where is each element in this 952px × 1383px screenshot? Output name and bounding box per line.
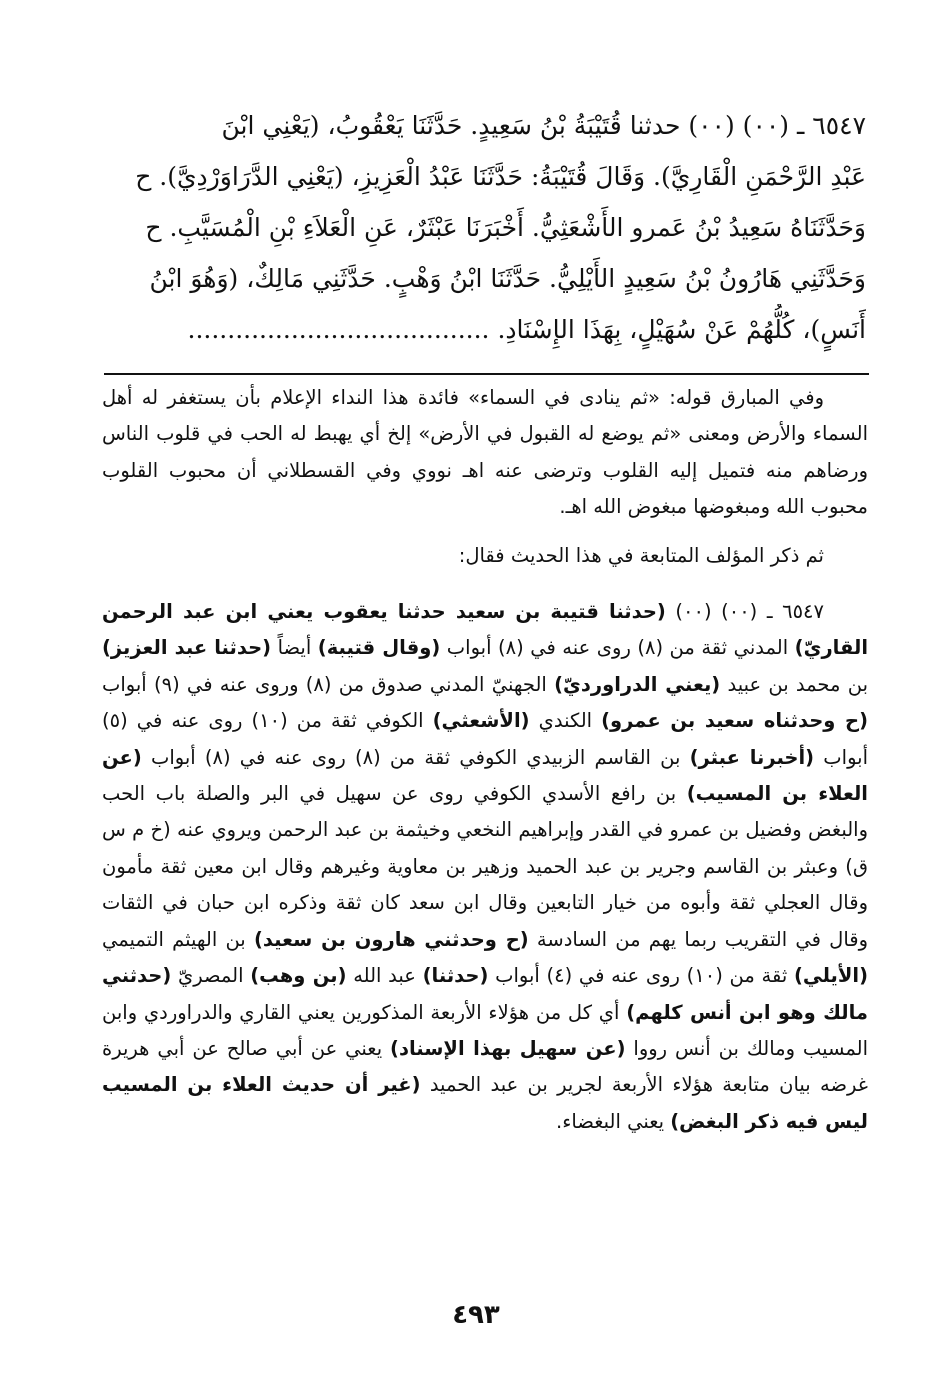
explanation-text: يعني البغضاء. xyxy=(556,1109,671,1133)
quoted-text: (حدثنا عبد العزيز) xyxy=(102,636,272,660)
explanation-text: الجهنيّ المدني صدوق من (٨) وروى عنه في (٩) أبواب xyxy=(102,672,555,696)
commentary-paragraph-mabariq: وفي المبارق قوله: «ثم ينادى في السماء» فائدة هذا النداء الإعلام بأن يستغفر له أهل السماء والأرض ومعنى «ثم يوضع له القبول في الأرض» إلخ أي يهبط له الحب في قلوب الناس ورضاهم منه فتميل إليه القلوب وترضى عنه اهـ نووي وفي القسطلاني أن محبوب القلوب محبوب الله ومبغوضها مبغوض الله اهـ. xyxy=(102,386,868,519)
explanation-text: عبد الله xyxy=(346,964,423,988)
commentary-paragraph-mutabaa-intro: ثم ذكر المؤلف المتابعة في هذا الحديث فقال: xyxy=(458,543,824,567)
hadith-line: أَنَسٍ)، كُلُّهُمْ عَنْ سُهَيْلٍ، بِهَذَا الإِسْنَادِ. ...................................... xyxy=(187,315,866,344)
explanation-text: الكندي xyxy=(529,709,602,733)
quoted-text: (غير أن حديث العلاء بن المسيب ليس فيه ذكر البغض) xyxy=(102,1073,868,1133)
explanation-text: الكوفي ثقة من (١٠) روى عنه في (٥) أبواب xyxy=(102,709,868,769)
explanation-text: بن محمد بن عبيد xyxy=(720,672,868,696)
quoted-text: (حدثني مالك وهو ابن أنس كلهم) xyxy=(102,964,869,1024)
quoted-text: (حدثنا) xyxy=(422,964,489,988)
hadith-line: عَبْدِ الرَّحْمَنِ الْقَارِيَّ). وَقَالَ قُتَيْبَةُ: حَدَّثَنَا عَبْدُ الْعَزِيزِ، (يَعْنِي الدَّرَاوَرْدِيَّ). ح xyxy=(135,162,866,191)
explanation-text: بن الهيثم التميمي xyxy=(102,927,254,951)
quoted-text: (الأيلي) xyxy=(793,964,868,988)
section-divider xyxy=(104,373,869,375)
explanation-text: المدني ثقة من (٨) روى عنه في (٨) أبواب xyxy=(440,636,795,660)
quoted-text: (يعني الدراورديّ) xyxy=(554,672,721,696)
quoted-text: (ح وحدثناه سعيد بن عمرو) xyxy=(601,709,869,733)
quoted-text: (أخبرنا عبثر) xyxy=(689,745,815,769)
quoted-text: (بن وهب) xyxy=(250,964,347,988)
page-number: ٤٩٣ xyxy=(452,1300,500,1330)
hadith-line: ٦٥٤٧ ـ (٠٠) (٠٠) حدثنا قُتَيْبَةُ بْنُ سَعِيدٍ. حَدَّثَنَا يَعْقُوبُ، (يَعْنِي ابْنَ xyxy=(221,111,866,140)
quoted-text: (حدثنا قتيبة بن سعيد حدثنا يعقوب يعني ابن عبد الرحمن القاريّ) xyxy=(102,600,869,660)
hadith-text-block xyxy=(104,100,866,355)
explanation-text: بن القاسم الزبيدي الكوفي ثقة من (٨) روى عنه في (٨) أبواب xyxy=(141,745,690,769)
quoted-text: (عن سهيل بهذا الإسناد) xyxy=(390,1036,626,1060)
quoted-text: (وقال قتيبة) xyxy=(317,636,441,660)
quoted-text: (الأشعثي) xyxy=(432,709,530,733)
explanation-text: بن رافع الأسدي الكوفي روى عن سهيل في البر والصلة باب الحب والبغض وفضيل بن عمرو في القدر وإبراهيم النخعي وخيثمة بن عبد الرحمن ويروي عنه (خ م س ق) وعبثر بن القاسم وجرير بن عبد الحميد وزهير بن معاوية وغيرهم وقال ابن معين ثقة مأمون وقال العجلي ثقة وأبوه من خيار التابعين وقال ابن سعد كان ثقة وذكره ابن حبان في الثقات وقال في التقريب ربما يهم من السادسة xyxy=(102,782,869,951)
commentary-block xyxy=(102,380,868,1140)
hadith-line: وَحَدَّثَنَاهُ سَعِيدُ بْنُ عَمرو الأَشْعَثِيُّ. أَخْبَرَنَا عَبْثَرٌ، عَنِ الْعَلاَءِ بْنِ الْمُسَيَّبِ. ح xyxy=(145,213,866,242)
commentary-paragraph-isnad-explanation xyxy=(102,594,868,1140)
quoted-text: (ح وحدثني هارون بن سعيد) xyxy=(253,927,529,951)
explanation-text: المصريّ xyxy=(171,964,251,988)
explanation-text: يعني عن أبي صالح عن أبي هريرة غرضه بيان متابعة هؤلاء الأربعة لجرير بن عبد الحميد xyxy=(102,1036,868,1097)
quoted-text: (عن العلاء بن المسيب) xyxy=(102,745,868,806)
hadith-line: وَحَدَّثَنِي هَارُونُ بْنُ سَعِيدٍ الأَيْلِيُّ. حَدَّثَنَا ابْنُ وَهْبٍ. حَدَّثَنِي مَالِكٌ، (وَهُوَ ابْنُ xyxy=(149,264,866,293)
explanation-text: أيضاً xyxy=(271,636,318,660)
explanation-text: أي كل من هؤلاء الأربعة المذكورين يعني القاري والدراوردي وابن المسيب ومالك بن أنس رووا xyxy=(102,1000,868,1060)
explanation-text: ثقة من (١٠) روى عنه في (٤) أبواب xyxy=(488,964,794,988)
hadith-number: ٦٥٤٧ ـ (٠٠) (٠٠) xyxy=(665,600,824,624)
